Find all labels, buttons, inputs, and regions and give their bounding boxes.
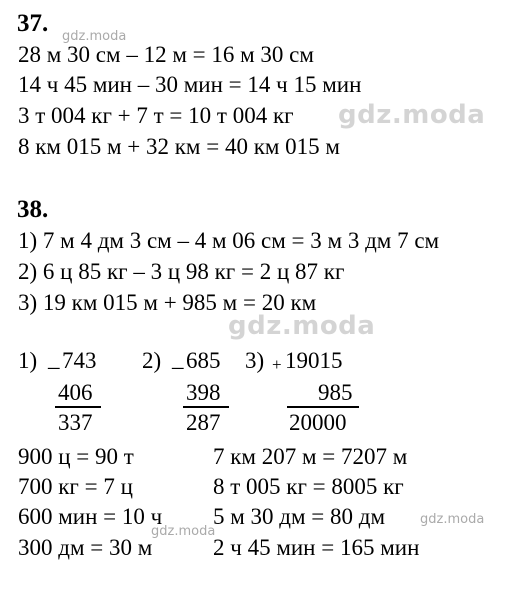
watermark-large-middle: gdz.moda [228,311,376,341]
column-3-sign: + [272,355,282,374]
column-3-rule [287,406,359,408]
column-1-rule [55,406,101,408]
column-1-top: 743 [62,348,97,373]
watermark-large-top: gdz.moda [338,100,486,130]
column-1-result: 337 [58,410,93,435]
column-1-sign: _ [48,346,60,371]
conversion-row-2-left: 700 кг = 7 ц [18,474,133,499]
watermark-small-bottom-right: gdz.moda [420,512,485,527]
column-2-top: 685 [186,348,221,373]
conversion-row-4-left: 300 дм = 30 м [18,535,153,560]
exercise-38-line-3: 3) 19 км 015 м + 985 м = 20 км [18,290,317,315]
conversion-row-3-right: 5 м 30 дм = 80 дм [213,504,386,529]
exercise-37-number: 37. [17,10,49,37]
column-2-rule [183,406,229,408]
column-1-label: 1) [18,348,38,373]
column-2-bottom: 398 [186,380,221,405]
column-3-bottom: 985 [318,380,353,405]
conversion-row-3-left: 600 мин = 10 ч [18,504,163,529]
column-2-result: 287 [186,410,221,435]
watermark-small-top: gdz.moda [62,29,127,44]
exercise-38-number: 38. [17,196,49,223]
exercise-38-line-1: 1) 7 м 4 дм 3 см – 4 м 06 см = 3 м 3 дм 7 см [18,228,440,253]
column-3-result: 20000 [289,410,347,435]
exercise-37-line-1: 28 м 30 см – 12 м = 16 м 30 см [18,42,314,67]
conversion-row-1-left: 900 ц = 90 т [18,444,134,469]
column-2-sign: _ [172,346,184,371]
exercise-37-line-2: 14 ч 45 мин – 30 мин = 14 ч 15 мин [18,72,362,97]
exercise-37-line-4: 8 км 015 м + 32 км = 40 км 015 м [18,134,340,159]
conversion-row-4-right: 2 ч 45 мин = 165 мин [213,535,420,560]
column-2-label: 2) [142,348,162,373]
watermark-small-bottom-left: gdz.moda [151,524,216,539]
column-1-bottom: 406 [58,380,93,405]
column-3-label: 3) [245,348,265,373]
column-3-top: 19015 [285,348,343,373]
conversion-row-1-right: 7 км 207 м = 7207 м [213,444,408,469]
exercise-37-line-3: 3 т 004 кг + 7 т = 10 т 004 кг [18,103,294,128]
exercise-38-line-2: 2) 6 ц 85 кг – 3 ц 98 кг = 2 ц 87 кг [18,259,345,284]
conversion-row-2-right: 8 т 005 кг = 8005 кг [213,474,404,499]
